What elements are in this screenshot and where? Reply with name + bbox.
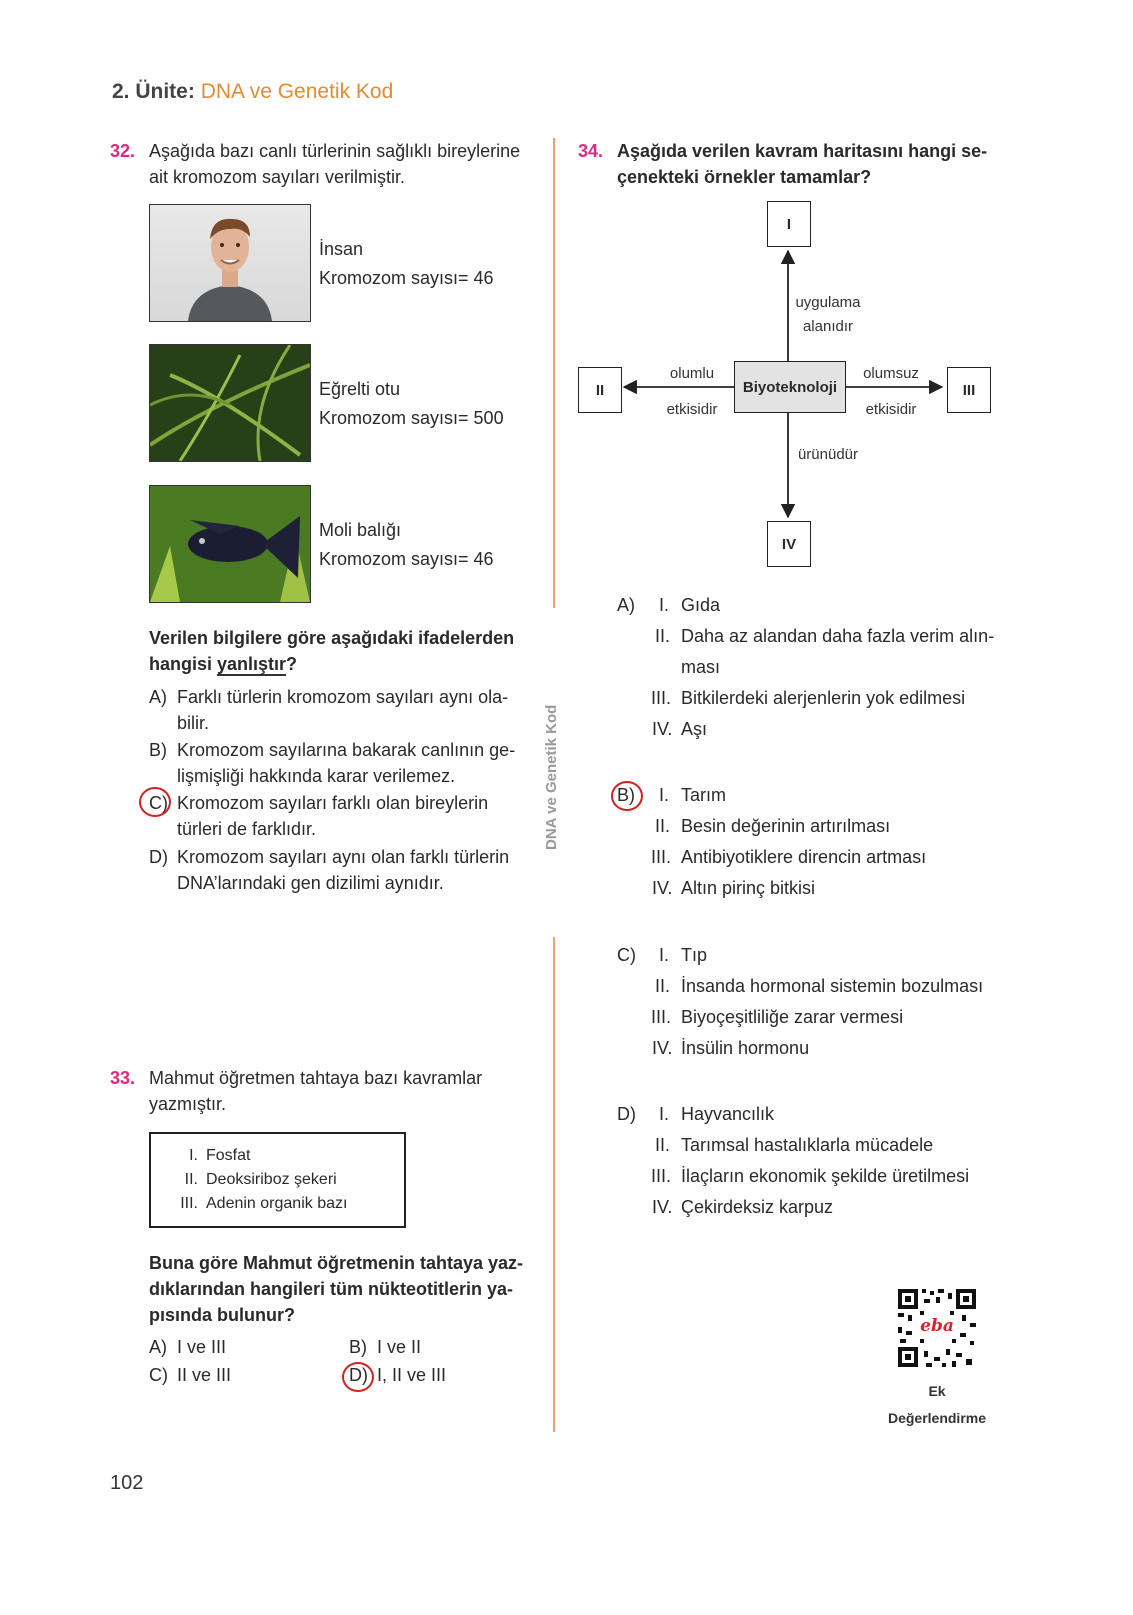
label-product: ürünüdür [797,446,859,463]
column-divider-bottom [553,937,555,1432]
species-molly: Moli balığı Kromozom sayısı= 46 [319,520,494,569]
label-application-area: uygulama alanıdır [795,294,861,335]
answer-mark-circle [611,781,643,811]
unit-topic: DNA ve Genetik Kod [200,80,394,103]
column-divider-top [553,138,555,608]
concept-box-ii: II [578,367,622,413]
qr-label: Ek Değerlendirme [887,1383,987,1426]
page-number: 102 [110,1472,144,1494]
molly-fish-photo [149,485,311,603]
unit-label: 2. Ünite: [112,80,195,103]
q33-number: 33. [110,1068,136,1088]
q33-option-d[interactable]: D) I, II ve III [349,1365,447,1385]
q33-option-b[interactable]: B) I ve II [349,1337,422,1357]
q33-option-c[interactable]: C) II ve III [149,1365,232,1385]
q34-question: Aşağıda verilen kavram haritasını hangi se- çenekteki örnekler tamamlar? [617,141,988,187]
concept-box-i: I [767,201,811,247]
q32-option-a[interactable]: A) Farklı türlerin kromozom sayıları aynı ola- bilir. [149,687,509,733]
label-positive-effect: olumlu etkisidir [666,365,718,418]
q34-number: 34. [578,141,604,161]
q32-option-b[interactable]: B) Kromozom sayılarına bakarak canlının ge- lişmişliği hakkında karar verilemez. [149,740,516,786]
blackboard-box: I. Fosfat II. Deoksiriboz şekeri III. Adenin organik bazı [149,1132,406,1228]
concept-box-iii: III [947,367,991,413]
species-fern: Eğrelti otu Kromozom sayısı= 500 [319,379,504,428]
label-negative-effect: olumsuz etkisidir [863,365,919,418]
q34-option-c[interactable]: C) I. Tıp II. İnsanda hormonal sistemin bozulması III. Biyoçeşitliliğe zarar vermesi IV. İnsülin hormonu [617,945,984,1058]
q33-option-a[interactable]: A) I ve III [149,1337,227,1357]
q32-option-c[interactable]: C) Kromozom sayıları farklı olan bireylerin türleri de farklıdır. [149,793,489,839]
qr-code[interactable] [896,1287,978,1369]
q32-option-d[interactable]: D) Kromozom sayıları aynı olan farklı türlerin DNA’larındaki gen dizilimi aynıdır. [149,847,510,893]
q34-option-d[interactable]: D) I. Hayvancılık II. Tarımsal hastalıklarla mücadele III. İlaçların ekonomik şekilde üretilmesi IV. Çekirdeksiz karpuz [617,1104,970,1217]
answer-mark-circle [342,1362,374,1392]
q34-option-b[interactable]: B) I. Tarım II. Besin değerinin artırılması III. Antibiyotiklere direncin artması IV. Altın pirinç bitkisi [617,785,927,898]
species-human: İnsan Kromozom sayısı= 46 [319,239,494,288]
eba-logo: eba [920,1316,954,1336]
q32-intro: Aşağıda bazı canlı türlerinin sağlıklı bireylerine ait kromozom sayıları verilmiştir. [149,141,521,187]
concept-box-iv: IV [767,521,811,567]
q32-question: Verilen bilgilere göre aşağıdaki ifadelerden hangisi yanlıştır? [149,628,515,674]
human-photo [149,204,311,322]
fern-photo [149,344,311,462]
side-label: DNA ve Genetik Kod [543,704,560,850]
q34-option-a[interactable]: A) I. Gıda II. Daha az alandan daha fazla verim alın- ması III. Bitkilerdeki alerjenlerin yok edilmesi IV. Aşı [617,595,995,739]
q32-number: 32. [110,141,136,161]
concept-center-biotechnology: Biyoteknoloji [734,361,846,413]
q33-question: Buna göre Mahmut öğretmenin tahtaya yaz- dıklarından hangileri tüm nükteotitlerin ya- pısında bulunur? [149,1253,524,1325]
answer-mark-circle [139,787,171,817]
q33-intro: Mahmut öğretmen tahtaya bazı kavramlar yazmıştır. [149,1068,483,1114]
page-header [112,80,393,104]
